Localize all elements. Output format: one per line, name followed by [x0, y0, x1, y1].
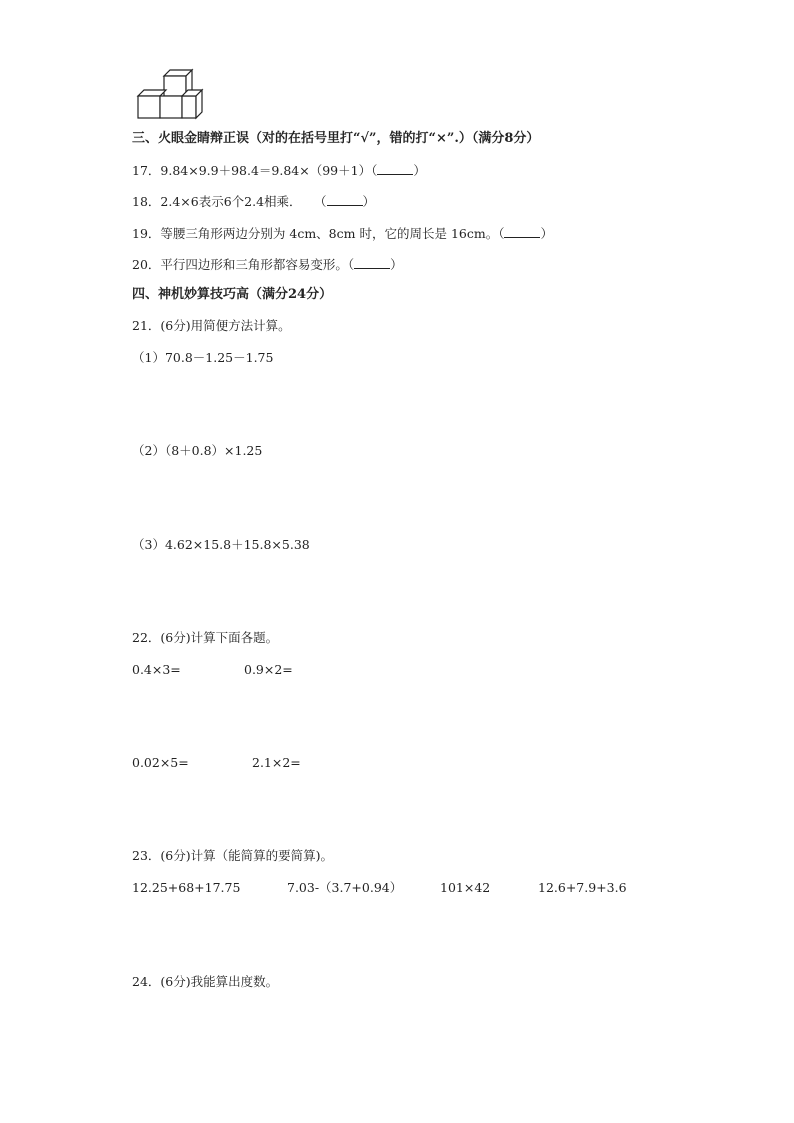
- close-paren: ）: [413, 163, 426, 178]
- q23-item-2: 7.03-（3.7+0.94）: [287, 880, 403, 895]
- q21-item-2: （2）（8＋0.8）×1.25: [132, 443, 263, 458]
- close-paren: ）: [390, 257, 403, 272]
- question-number: 20．: [132, 257, 161, 272]
- answer-blank[interactable]: [377, 162, 413, 175]
- answer-blank[interactable]: [504, 225, 540, 238]
- question-21-title: 21．(6分)用简便方法计算。: [132, 318, 291, 333]
- q22-item-4: 2.1×2=: [252, 755, 301, 770]
- q21-item-1: （1）70.8－1.25－1.75: [132, 350, 274, 365]
- answer-blank[interactable]: [327, 193, 363, 206]
- question-17: [132, 162, 426, 179]
- question-text: 2.4×6表示6个2.4相乘． （: [160, 194, 327, 209]
- q21-item-3: （3）4.62×15.8＋15.8×5.38: [132, 537, 310, 552]
- question-19: [132, 225, 553, 242]
- question-20: [132, 256, 403, 273]
- answer-blank[interactable]: [354, 256, 390, 269]
- q22-item-3: 0.02×5=: [132, 755, 189, 770]
- question-23-title: 23．(6分)计算（能简算的要简算)。: [132, 848, 333, 863]
- close-paren: ）: [540, 226, 553, 241]
- close-paren: ）: [362, 194, 376, 209]
- question-text: 9.84×9.9＋98.4＝9.84×（99＋1）（: [160, 163, 378, 178]
- q22-item-1: 0.4×3=: [132, 662, 181, 677]
- q22-item-2: 0.9×2=: [244, 662, 293, 677]
- question-text: 等腰三角形两边分别为 4cm、8cm 时，它的周长是 16cm。（: [160, 226, 505, 241]
- question-22-title: 22．(6分)计算下面各题。: [132, 630, 279, 645]
- question-number: 17．: [132, 163, 161, 178]
- q23-item-4: 12.6+7.9+3.6: [538, 880, 627, 895]
- question-24-title: 24．(6分)我能算出度数。: [132, 974, 279, 989]
- stacked-cubes-figure: [130, 66, 210, 122]
- question-number: 19．: [132, 226, 161, 241]
- question-18: [132, 193, 375, 210]
- section-3-heading: 三、火眼金睛辩正误（对的在括号里打“√”，错的打“×”.）（满分8分）: [132, 131, 540, 146]
- question-text: 平行四边形和三角形都容易变形。（: [160, 257, 355, 272]
- section-4-heading: 四、神机妙算技巧高（满分24分）: [132, 287, 333, 302]
- q23-item-3: 101×42: [440, 880, 491, 895]
- question-number: 18．: [132, 194, 161, 209]
- q23-item-1: 12.25+68+17.75: [132, 880, 241, 895]
